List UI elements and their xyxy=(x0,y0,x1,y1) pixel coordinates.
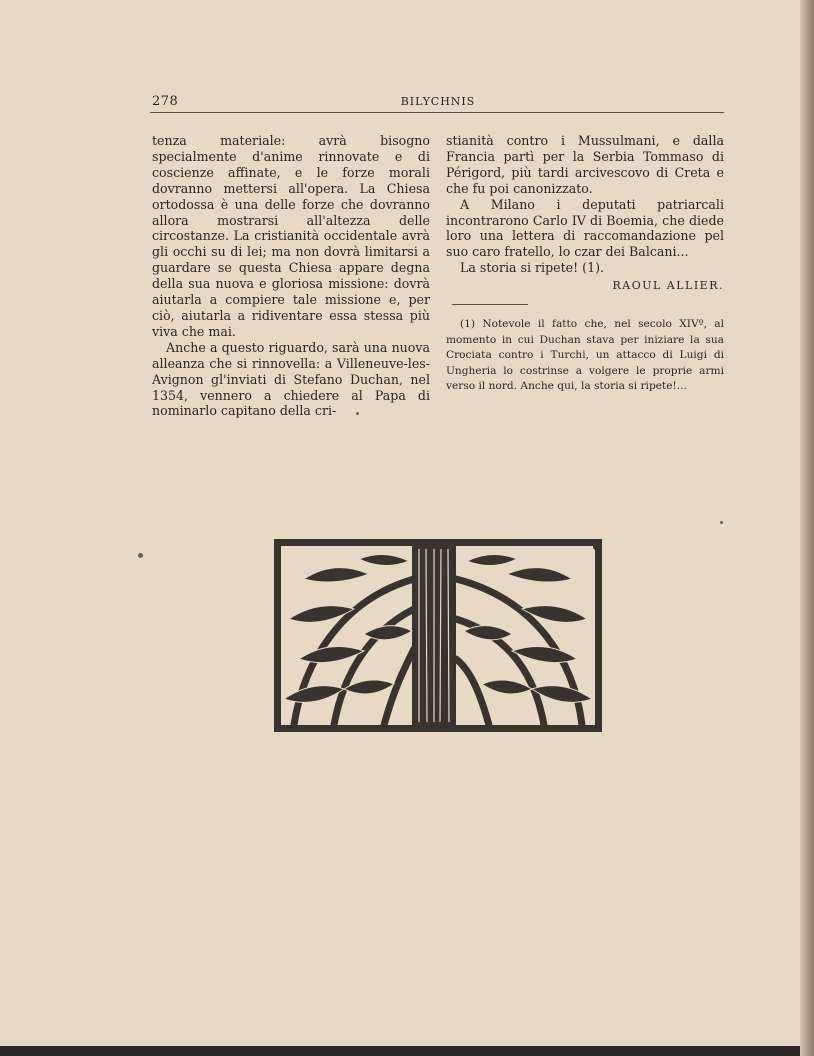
header-rule xyxy=(150,112,724,113)
woodcut-ornament xyxy=(274,539,602,732)
paragraph: tenza materiale: avrà bisogno specialmente d'anime rinnovate e di coscienze affinate, e le forze morali dovranno mettersi all'opera. La Chiesa ortodossa è una delle forze che dovranno allora mostrarsi all'altezza delle circostanze. La cristianità occidentale avrà gli occhi su di lei; ma non dovrà limitarsi a guardare se questa Chiesa appare degna della sua nuova e gloriosa missione: dovrà aiutarla a compiere tale missione e, per ciò, aiutarla a ridiventare essa stessa più viva che mai. xyxy=(152,133,430,339)
left-column xyxy=(152,133,430,419)
footnote: (1) Notevole il fatto che, nel secolo XIVº, al momento in cui Duchan stava per iniziare la sua Crociata contro i Turchi, un attacco di Luigi di Ungheria lo costrinse a volgere le proprie armi verso il nord. Anche qui, la storia si ripete!... xyxy=(446,318,724,393)
footnote-rule xyxy=(452,304,528,305)
page-number: 278 xyxy=(152,94,179,109)
paragraph: A Milano i deputati patriarcali incontrarono Carlo IV di Boemia, che diede loro una lettera di raccomandazione pel suo caro fratello, lo czar dei Balcani... xyxy=(446,196,724,260)
paragraph: stianità contro i Mussulmani, e dalla Francia partì per la Serbia Tommaso di Périgord, più tardi arcivescovo di Creta e che fu poi canonizzato. xyxy=(446,133,724,196)
author-signature: RAOUL ALLIER. xyxy=(612,279,724,293)
paper-speck xyxy=(720,521,723,524)
running-head: BILYCHNIS xyxy=(400,95,476,108)
book-page-edge xyxy=(800,0,814,1056)
right-column xyxy=(446,133,724,395)
paragraph: La storia si ripete! (1). xyxy=(460,260,605,276)
paper-speck xyxy=(138,553,143,558)
paragraph: Anche a questo riguardo, sarà una nuova alleanza che si rinnovella: a Villeneuve-les-Avignon gl'inviati di Stefano Duchan, nel 1354, vennero a chiedere al Papa di nominarlo capitano della cri- xyxy=(152,339,430,419)
page-header xyxy=(152,94,724,112)
paper-speck xyxy=(356,412,359,415)
